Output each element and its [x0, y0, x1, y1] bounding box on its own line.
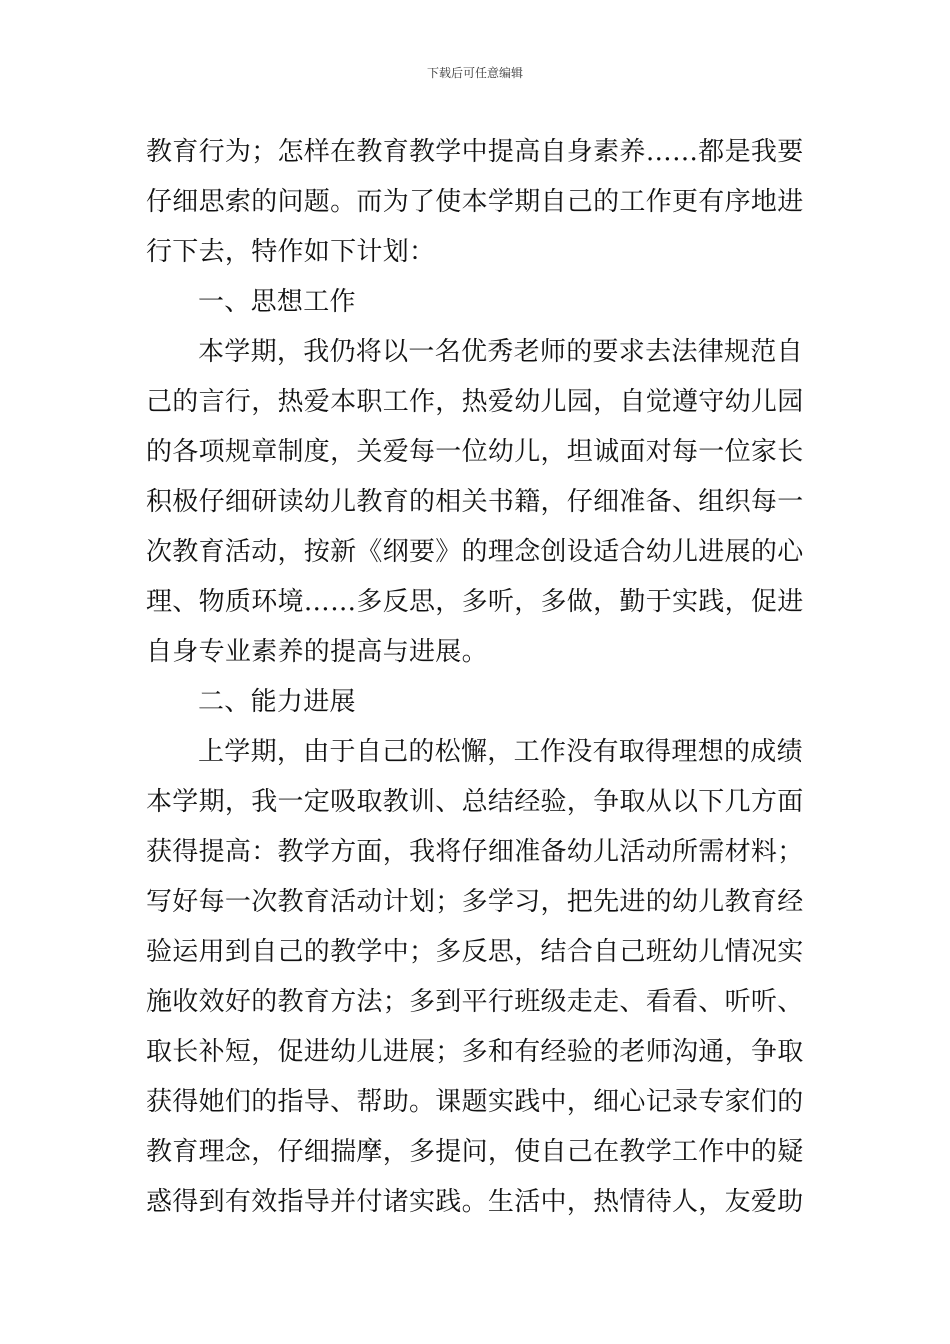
text-line: 次教育活动，按新《纲要》的理念创设适合幼儿进展的心: [146, 537, 804, 567]
text-line: 惑得到有效指导并付诸实践。生活中，热情待人，友爱助: [146, 1187, 804, 1217]
text-line: 获得提高：教学方面，我将仔细准备幼儿活动所需材料；: [146, 837, 804, 867]
text-line: 仔细思索的问题。而为了使本学期自己的工作更有序地进: [146, 187, 804, 217]
text-line: 理、物质环境……多反思，多听，多做，勤于实践，促进: [146, 587, 804, 617]
text-line: 自身专业素养的提高与进展。: [146, 637, 488, 667]
paragraph-start-line: 上学期，由于自己的松懈，工作没有取得理想的成绩: [198, 737, 803, 767]
paragraph-start-line: 本学期，我仍将以一名优秀老师的要求去法律规范自: [198, 337, 803, 367]
paragraph-start-line: 二、能力进展: [198, 687, 356, 717]
page-header: [0, 64, 950, 82]
header-note: 下载后可任意编辑: [426, 66, 523, 80]
text-line: 积极仔细研读幼儿教育的相关书籍，仔细准备、组织每一: [146, 487, 804, 517]
text-line: 的各项规章制度，关爱每一位幼儿，坦诚面对每一位家长: [146, 437, 804, 467]
text-line: 己的言行，热爱本职工作，热爱幼儿园，自觉遵守幼儿园: [146, 387, 804, 417]
text-line: 本学期，我一定吸取教训、总结经验，争取从以下几方面: [146, 787, 804, 817]
text-line: 验运用到自己的教学中；多反思，结合自己班幼儿情况实: [146, 937, 804, 967]
text-line: 施收效好的教育方法；多到平行班级走走、看看、听听、: [146, 987, 804, 1017]
text-line: 取长补短，促进幼儿进展；多和有经验的老师沟通，争取: [146, 1037, 804, 1067]
paragraph-start-line: 一、思想工作: [198, 287, 356, 317]
document-body: [146, 127, 808, 1227]
text-line: 行下去，特作如下计划：: [146, 237, 436, 267]
text-line: 获得她们的指导、帮助。课题实践中，细心记录专家们的: [146, 1087, 804, 1117]
text-line: 教育行为；怎样在教育教学中提高自身素养……都是我要: [146, 137, 804, 167]
text-line: 写好每一次教育活动计划；多学习，把先进的幼儿教育经: [146, 887, 804, 917]
text-line: 教育理念，仔细揣摩，多提问，使自己在教学工作中的疑: [146, 1137, 804, 1167]
